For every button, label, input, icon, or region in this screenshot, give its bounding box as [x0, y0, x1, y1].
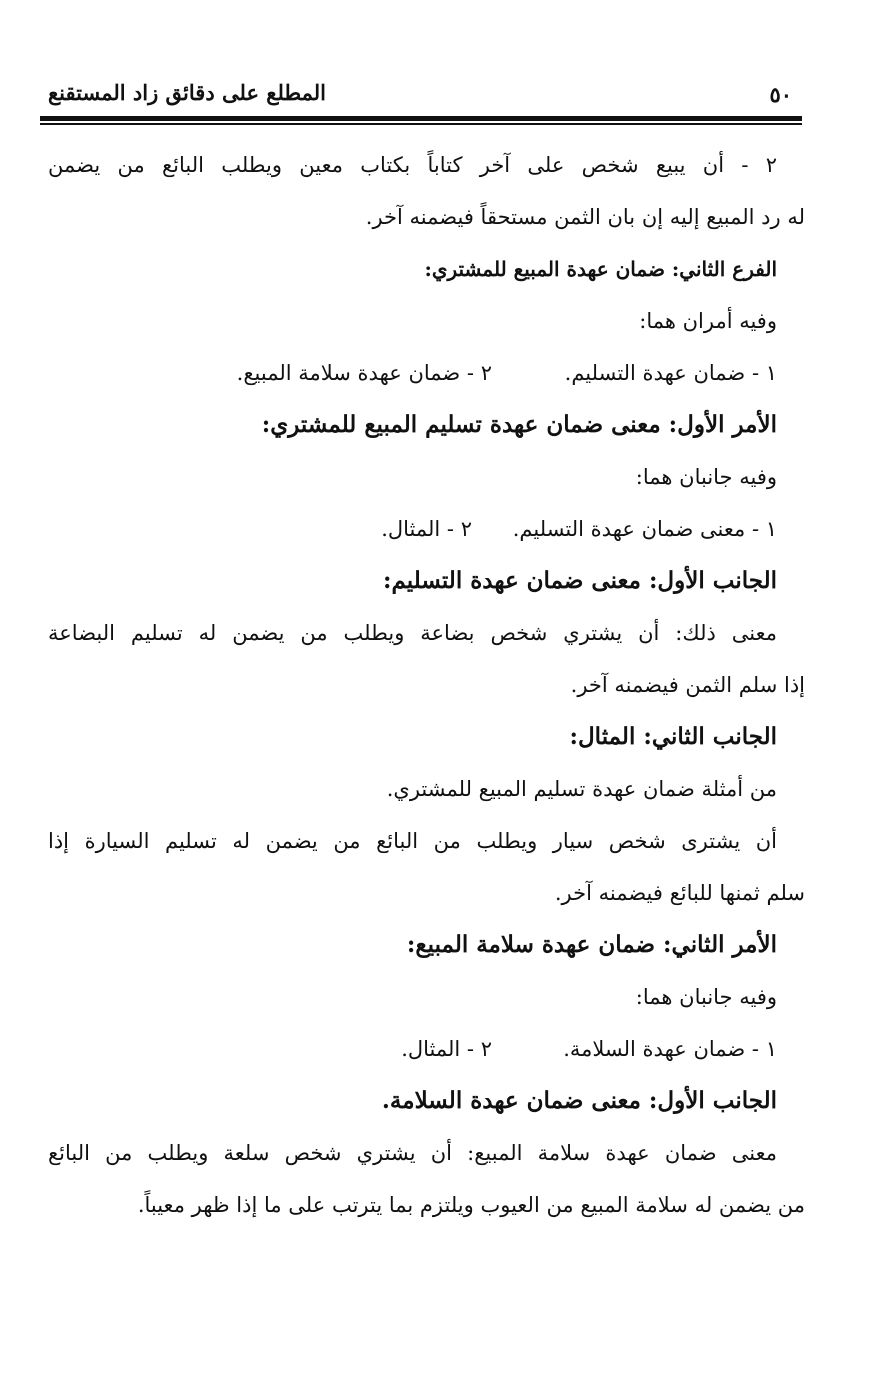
book-title: المطلع على دقائق زاد المستقنع — [48, 80, 327, 105]
paragraph-line: وفيه جانبان هما: — [635, 465, 777, 489]
paragraph-line: وفيه جانبان هما: — [635, 985, 777, 1009]
branch-heading: الفرع الثاني: ضمان عهدة المبيع للمشتري: — [424, 257, 777, 281]
paragraph-line: إذا سلم الثمن فيضمنه آخر. — [570, 673, 805, 697]
enumeration-row — [48, 1034, 805, 1064]
paragraph-line: من يضمن له سلامة المبيع من العيوب ويلتزم بما يترتب على ما إذا ظهر معيباً. — [137, 1193, 805, 1217]
enumeration-row — [48, 514, 805, 544]
enumeration-row — [48, 358, 805, 388]
side-heading: الجانب الثاني: المثال: — [569, 723, 777, 750]
paragraph-line: وفيه أمران هما: — [639, 309, 777, 333]
page-number: ٥٠ — [769, 82, 792, 107]
paragraph-line: أن يشترى شخص سيار ويطلب من البائع من يضمن له تسليم السيارة إذا — [48, 829, 777, 853]
header-rule-thick — [40, 116, 802, 121]
list-item: ٢ - المثال. — [381, 517, 472, 541]
paragraph-line: له رد المبيع إليه إن بان الثمن مستحقاً فيضمنه آخر. — [365, 205, 805, 229]
list-item: ١ - ضمان عهدة السلامة. — [563, 1037, 777, 1061]
list-item: ٢ - ضمان عهدة سلامة المبيع. — [236, 361, 492, 385]
paragraph-line: سلم ثمنها للبائع فيضمنه آخر. — [554, 881, 805, 905]
side-heading: الجانب الأول: معنى ضمان عهدة السلامة. — [381, 1087, 777, 1114]
paragraph-line: من أمثلة ضمان عهدة تسليم المبيع للمشتري. — [386, 777, 777, 801]
page-body — [48, 150, 805, 1220]
matter-heading: الأمر الثاني: ضمان عهدة سلامة المبيع: — [406, 931, 777, 958]
list-item: ١ - معنى ضمان عهدة التسليم. — [512, 517, 777, 541]
paragraph-line: معنى ضمان عهدة سلامة المبيع: أن يشتري شخص سلعة ويطلب من البائع — [48, 1141, 777, 1165]
matter-heading: الأمر الأول: معنى ضمان عهدة تسليم المبيع للمشتري: — [261, 411, 777, 438]
header-rule-thin — [40, 123, 802, 125]
list-item: ١ - ضمان عهدة التسليم. — [564, 361, 777, 385]
paragraph-line: معنى ذلك: أن يشتري شخص بضاعة ويطلب من يضمن له تسليم البضاعة — [48, 621, 777, 645]
side-heading: الجانب الأول: معنى ضمان عهدة التسليم: — [383, 567, 777, 594]
list-item: ٢ - المثال. — [401, 1037, 492, 1061]
page-header — [40, 80, 802, 116]
paragraph-line: ٢ - أن يبيع شخص على آخر كتاباً بكتاب معين ويطلب البائع من يضمن — [48, 153, 777, 177]
